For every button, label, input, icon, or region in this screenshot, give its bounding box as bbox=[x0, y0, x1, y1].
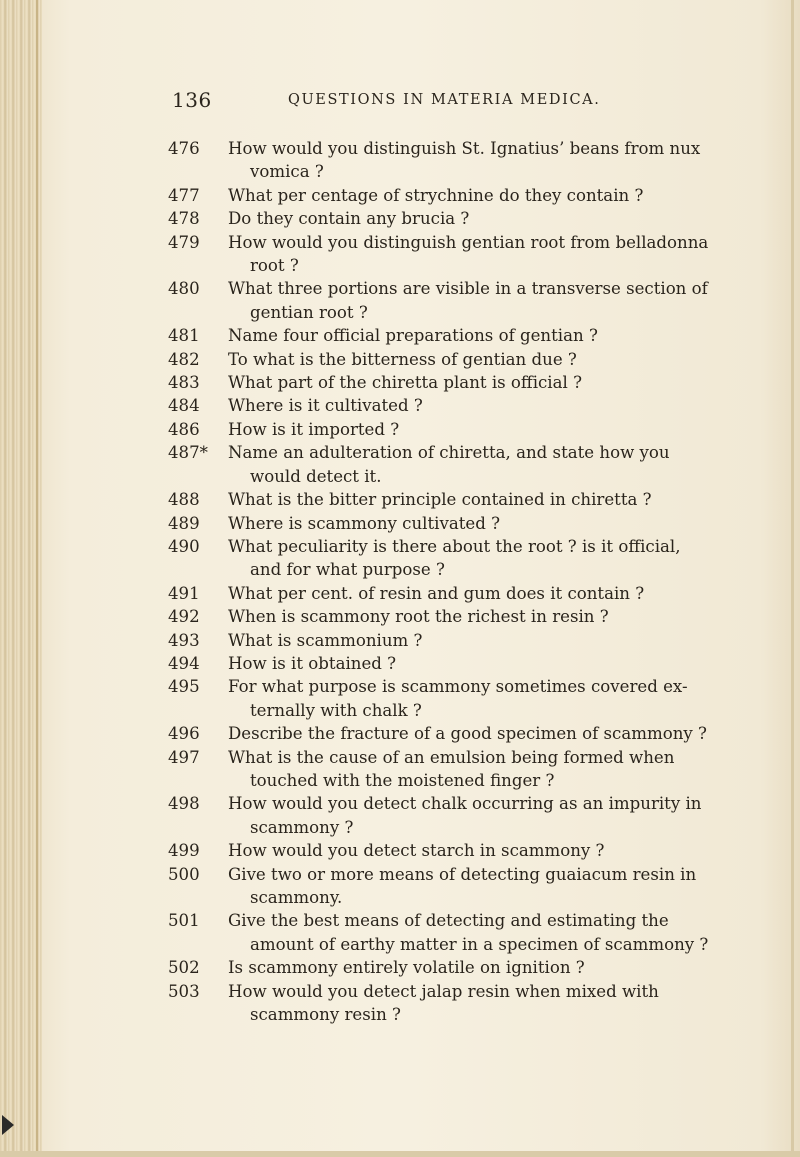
question-text bbox=[228, 207, 768, 230]
question-text bbox=[228, 184, 768, 207]
question-text bbox=[228, 909, 768, 956]
question-line: What part of the chiretta plant is official ? bbox=[228, 373, 582, 393]
question-item bbox=[168, 652, 768, 675]
question-text bbox=[228, 137, 768, 184]
question-line: What per cent. of resin and gum does it contain ? bbox=[228, 583, 645, 603]
question-text bbox=[228, 324, 768, 347]
question-continuation-line: would detect it. bbox=[250, 466, 382, 486]
question-number: 482 bbox=[168, 349, 200, 369]
question-item bbox=[168, 207, 768, 230]
question-line: What three portions are visible in a transverse section of bbox=[228, 279, 708, 299]
gutter-line bbox=[36, 0, 38, 1157]
question-text bbox=[228, 277, 768, 324]
question-item bbox=[168, 488, 768, 511]
question-item bbox=[168, 839, 768, 862]
question-line: For what purpose is scammony sometimes covered ex- bbox=[228, 677, 688, 697]
question-number: 496 bbox=[168, 724, 200, 744]
question-line: Is scammony entirely volatile on ignition ? bbox=[228, 958, 585, 978]
question-item bbox=[168, 535, 768, 582]
question-number: 488 bbox=[168, 490, 200, 510]
page-edge bbox=[791, 0, 794, 1157]
page-bottom-edge bbox=[0, 1151, 800, 1157]
question-text bbox=[228, 746, 768, 793]
question-number: 498 bbox=[168, 794, 200, 814]
question-number: 500 bbox=[168, 864, 200, 884]
question-text bbox=[228, 394, 768, 417]
question-number: 499 bbox=[168, 841, 200, 861]
question-number: 477 bbox=[168, 185, 200, 205]
question-number: 497 bbox=[168, 747, 200, 767]
question-item bbox=[168, 980, 768, 1027]
question-text bbox=[228, 535, 768, 582]
question-line: Where is scammony cultivated ? bbox=[228, 513, 500, 533]
question-text bbox=[228, 792, 768, 839]
question-number: 491 bbox=[168, 583, 200, 603]
question-line: Name an adulteration of chiretta, and state how you bbox=[228, 443, 670, 463]
question-number: 489 bbox=[168, 513, 200, 533]
question-continuation-line: touched with the moistened finger ? bbox=[250, 770, 555, 790]
question-line: Give two or more means of detecting guaiacum resin in bbox=[228, 864, 697, 884]
question-line: What is scammonium ? bbox=[228, 630, 423, 650]
question-number: 487* bbox=[168, 443, 208, 463]
question-item bbox=[168, 348, 768, 371]
question-line: To what is the bitterness of gentian due ? bbox=[228, 349, 577, 369]
question-continuation-line: gentian root ? bbox=[250, 302, 368, 322]
question-number: 493 bbox=[168, 630, 200, 650]
question-continuation-line: amount of earthy matter in a specimen of scammony ? bbox=[250, 934, 709, 954]
question-item bbox=[168, 277, 768, 324]
question-item bbox=[168, 629, 768, 652]
question-continuation-line: scammony ? bbox=[250, 817, 354, 837]
question-text bbox=[228, 839, 768, 862]
question-continuation-line: vomica ? bbox=[250, 162, 324, 182]
question-number: 492 bbox=[168, 607, 200, 627]
question-text bbox=[228, 675, 768, 722]
question-line: Describe the fracture of a good specimen of scammony ? bbox=[228, 724, 707, 744]
question-item bbox=[168, 746, 768, 793]
question-text bbox=[228, 348, 768, 371]
question-line: What is the cause of an emulsion being formed when bbox=[228, 747, 675, 767]
question-item bbox=[168, 512, 768, 535]
question-item bbox=[168, 956, 768, 979]
question-line: Name four official preparations of gentian ? bbox=[228, 326, 598, 346]
question-item bbox=[168, 324, 768, 347]
question-number: 484 bbox=[168, 396, 200, 416]
question-item bbox=[168, 371, 768, 394]
question-text bbox=[228, 605, 768, 628]
question-continuation-line: scammony. bbox=[250, 888, 343, 907]
page-number: 136 bbox=[172, 88, 212, 112]
question-number: 481 bbox=[168, 326, 200, 346]
question-item bbox=[168, 394, 768, 417]
question-text bbox=[228, 652, 768, 675]
page-header bbox=[172, 88, 632, 116]
question-line: Give the best means of detecting and estimating the bbox=[228, 911, 669, 931]
question-line: Where is it cultivated ? bbox=[228, 396, 423, 416]
question-item bbox=[168, 441, 768, 488]
question-text bbox=[228, 956, 768, 979]
question-item bbox=[168, 231, 768, 278]
question-number: 480 bbox=[168, 279, 200, 299]
question-number: 495 bbox=[168, 677, 200, 697]
question-line: How is it obtained ? bbox=[228, 653, 397, 673]
question-text bbox=[228, 863, 768, 910]
question-text bbox=[228, 629, 768, 652]
question-line: What per centage of strychnine do they contain ? bbox=[228, 185, 644, 205]
question-number: 483 bbox=[168, 373, 200, 393]
question-line: How is it imported ? bbox=[228, 419, 400, 439]
question-line: How would you detect starch in scammony ? bbox=[228, 841, 605, 861]
question-line: How would you distinguish gentian root from belladonna bbox=[228, 232, 709, 252]
question-item bbox=[168, 675, 768, 722]
binding-mark-icon bbox=[2, 1115, 14, 1135]
question-item bbox=[168, 605, 768, 628]
question-text bbox=[228, 231, 768, 278]
question-number: 494 bbox=[168, 653, 200, 673]
question-text bbox=[228, 512, 768, 535]
question-continuation-line: ternally with chalk ? bbox=[250, 700, 422, 720]
question-text bbox=[228, 488, 768, 511]
question-text bbox=[228, 371, 768, 394]
running-head: QUESTIONS IN MATERIA MEDICA. bbox=[288, 92, 601, 108]
question-line: How would you distinguish St. Ignatius’ beans from nux bbox=[228, 139, 701, 158]
question-text bbox=[228, 722, 768, 745]
question-text bbox=[228, 582, 768, 605]
question-number: 501 bbox=[168, 911, 200, 931]
question-continuation-line: root ? bbox=[250, 256, 299, 276]
question-line: What is the bitter principle contained in chiretta ? bbox=[228, 490, 652, 510]
question-number: 479 bbox=[168, 232, 200, 252]
question-item bbox=[168, 792, 768, 839]
question-text bbox=[228, 418, 768, 441]
question-line: What peculiarity is there about the root ? is it official, bbox=[228, 536, 681, 556]
question-continuation-line: and for what purpose ? bbox=[250, 560, 445, 580]
question-number: 486 bbox=[168, 419, 200, 439]
question-continuation-line: scammony resin ? bbox=[250, 1005, 401, 1025]
question-number: 478 bbox=[168, 209, 200, 229]
question-line: Do they contain any brucia ? bbox=[228, 209, 470, 229]
question-item bbox=[168, 722, 768, 745]
question-item bbox=[168, 184, 768, 207]
question-number: 502 bbox=[168, 958, 200, 978]
question-item bbox=[168, 418, 768, 441]
question-number: 490 bbox=[168, 536, 200, 556]
question-item bbox=[168, 137, 768, 184]
question-text bbox=[228, 980, 768, 1027]
question-list bbox=[168, 137, 768, 1026]
question-item bbox=[168, 582, 768, 605]
question-text bbox=[228, 441, 768, 488]
question-line: When is scammony root the richest in resin ? bbox=[228, 607, 609, 627]
question-line: How would you detect chalk occurring as an impurity in bbox=[228, 794, 702, 814]
question-number: 503 bbox=[168, 981, 200, 1001]
question-line: How would you detect jalap resin when mixed with bbox=[228, 981, 659, 1001]
question-item bbox=[168, 909, 768, 956]
question-number: 476 bbox=[168, 139, 200, 158]
question-item bbox=[168, 863, 768, 910]
